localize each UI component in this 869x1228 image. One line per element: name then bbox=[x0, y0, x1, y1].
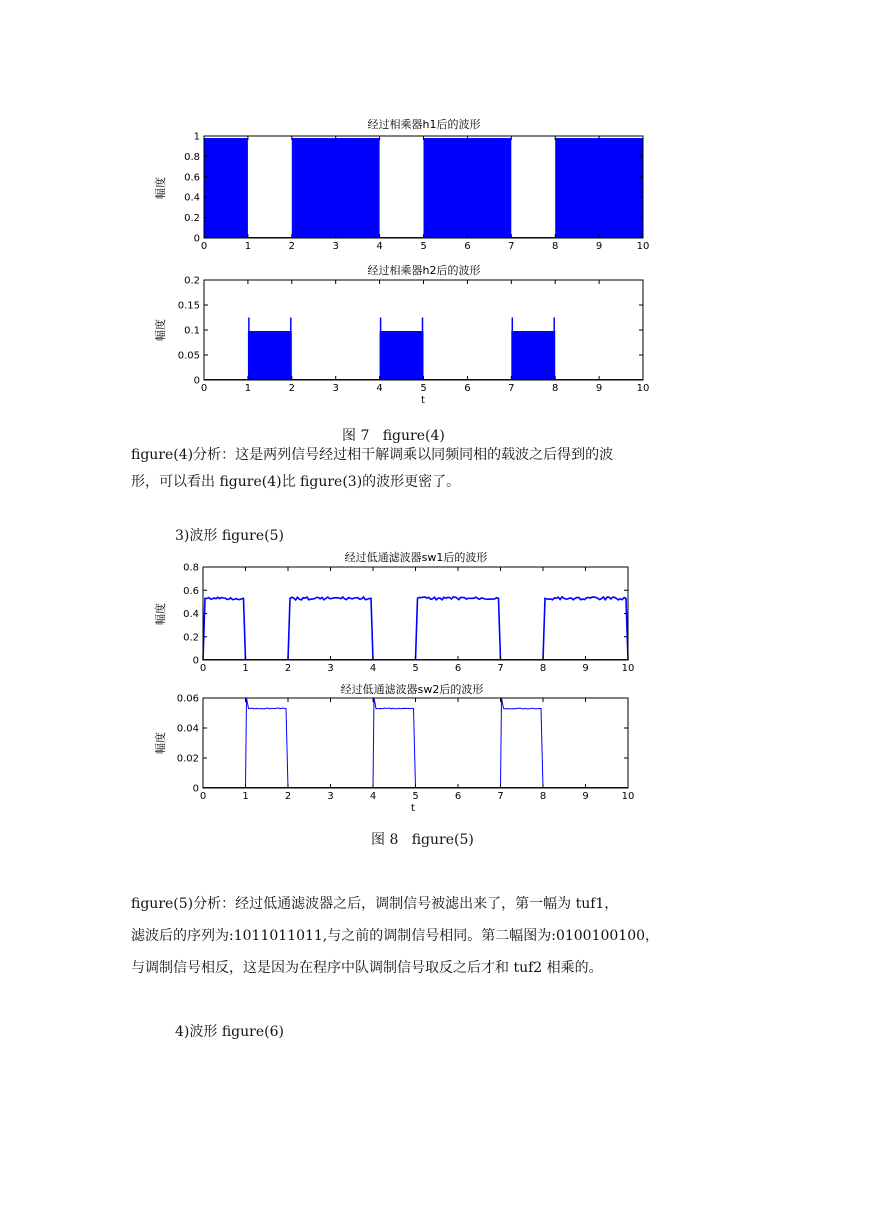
x-tick-label: 1 bbox=[244, 383, 252, 394]
chart-title: 经过相乘器h2后的波形 bbox=[367, 264, 481, 277]
y-tick-label: 0.02 bbox=[176, 753, 199, 765]
y-axis-label: 幅度 bbox=[154, 603, 167, 625]
x-tick-label: 5 bbox=[412, 791, 419, 802]
section-heading: 3)波形 figure(5) bbox=[175, 528, 284, 544]
x-tick-label: 2 bbox=[288, 241, 295, 252]
section-heading: 4)波形 figure(6) bbox=[175, 1024, 284, 1040]
x-tick-label: 1 bbox=[242, 791, 249, 802]
x-tick-label: 4 bbox=[369, 663, 377, 674]
y-tick-label: 0.4 bbox=[184, 192, 200, 204]
y-tick-label: 0 bbox=[193, 233, 200, 245]
x-tick-label: 8 bbox=[552, 383, 559, 394]
waveform-segment bbox=[416, 597, 501, 660]
x-axis-label: t bbox=[421, 395, 425, 406]
y-tick-label: 0 bbox=[193, 375, 200, 387]
x-tick-label: 3 bbox=[327, 791, 334, 802]
x-tick-label: 10 bbox=[636, 383, 650, 394]
y-tick-label: 0.8 bbox=[183, 562, 199, 574]
x-tick-label: 0 bbox=[199, 663, 207, 674]
x-tick-label: 4 bbox=[369, 791, 377, 802]
x-tick-label: 5 bbox=[412, 663, 419, 674]
x-tick-label: 10 bbox=[636, 241, 650, 252]
x-tick-label: 2 bbox=[288, 383, 295, 394]
x-tick-label: 10 bbox=[621, 663, 635, 674]
waveform-segment bbox=[543, 597, 628, 660]
y-tick-label: 0.1 bbox=[184, 325, 200, 337]
analysis-paragraph bbox=[131, 888, 751, 984]
x-tick-label: 1 bbox=[242, 663, 249, 674]
y-tick-label: 0.04 bbox=[176, 723, 199, 735]
y-tick-label: 0.2 bbox=[184, 213, 200, 225]
x-tick-label: 8 bbox=[539, 663, 547, 674]
y-tick-label: 0.2 bbox=[183, 632, 199, 644]
waveform-block bbox=[292, 138, 380, 238]
x-tick-label: 9 bbox=[595, 241, 603, 252]
y-tick-label: 0.6 bbox=[183, 585, 199, 597]
waveform-block bbox=[380, 331, 424, 380]
y-tick-label: 0.4 bbox=[183, 609, 199, 620]
x-tick-label: 4 bbox=[376, 383, 383, 394]
figure-caption: 图 7 figure(4) bbox=[342, 428, 445, 444]
x-tick-label: 0 bbox=[200, 241, 208, 252]
y-tick-label: 0.8 bbox=[184, 151, 200, 163]
x-tick-label: 3 bbox=[332, 383, 339, 394]
y-axis-label: 幅度 bbox=[154, 319, 167, 341]
text-line: 滤波后的序列为:1011011011,与之前的调制信号相同。第二幅图为:0100100100， bbox=[131, 928, 660, 944]
x-tick-label: 2 bbox=[284, 663, 292, 674]
fig7-bottom-chart bbox=[150, 260, 660, 410]
chart-title: 经过低通滤波器sw1后的波形 bbox=[344, 551, 488, 564]
y-tick-label: 0.2 bbox=[184, 275, 200, 287]
chart-title: 经过低通滤波器sw2后的波形 bbox=[340, 683, 484, 696]
y-tick-label: 0 bbox=[192, 655, 199, 667]
x-tick-label: 7 bbox=[497, 663, 504, 674]
waveform-segment bbox=[373, 698, 416, 788]
waveform-segment bbox=[246, 698, 289, 788]
x-tick-label: 7 bbox=[508, 241, 515, 252]
fig7-top-chart bbox=[150, 116, 660, 256]
x-tick-label: 6 bbox=[464, 241, 471, 252]
fig8-bottom-chart bbox=[150, 678, 650, 818]
x-tick-label: 0 bbox=[199, 791, 207, 802]
x-tick-label: 10 bbox=[621, 791, 635, 802]
text-line: figure(5)分析：经过低通滤波器之后，调制信号被滤出来了，第一幅为 tuf1， bbox=[131, 896, 619, 912]
y-tick-label: 0.05 bbox=[177, 350, 200, 362]
x-tick-label: 9 bbox=[595, 383, 603, 394]
x-tick-label: 6 bbox=[464, 383, 471, 394]
chart-title: 经过相乘器h1后的波形 bbox=[367, 118, 481, 131]
x-tick-label: 6 bbox=[454, 663, 462, 674]
x-tick-label: 9 bbox=[582, 663, 589, 674]
x-axis-label: t bbox=[411, 803, 415, 814]
y-tick-label: 0.06 bbox=[176, 693, 199, 705]
x-tick-label: 9 bbox=[582, 791, 589, 802]
x-tick-label: 2 bbox=[284, 791, 292, 802]
x-tick-label: 1 bbox=[244, 241, 252, 252]
text-line: figure(4)分析：这是两列信号经过相干解调乘以同频同相的载波之后得到的波 bbox=[131, 447, 614, 463]
waveform-block bbox=[511, 331, 555, 380]
y-tick-label: 0.6 bbox=[184, 172, 200, 184]
analysis-paragraph bbox=[131, 442, 751, 496]
waveform-block bbox=[555, 138, 643, 238]
figure-caption: 图 8 figure(5) bbox=[371, 832, 474, 848]
x-tick-label: 5 bbox=[420, 241, 427, 252]
x-tick-label: 7 bbox=[497, 791, 504, 802]
waveform-block bbox=[424, 138, 512, 238]
waveform-segment bbox=[288, 597, 373, 660]
x-tick-label: 3 bbox=[332, 241, 339, 252]
fig8-top-chart bbox=[150, 548, 650, 678]
y-axis-label: 幅度 bbox=[154, 177, 167, 199]
waveform-block bbox=[248, 331, 292, 380]
text-line: 形，可以看出 figure(4)比 figure(3)的波形更密了。 bbox=[131, 474, 461, 490]
x-tick-label: 5 bbox=[420, 383, 427, 394]
x-tick-label: 7 bbox=[508, 383, 515, 394]
x-tick-label: 0 bbox=[200, 383, 208, 394]
text-line: 与调制信号相反，这是因为在程序中队调制信号取反之后才和 tuf2 相乘的。 bbox=[131, 960, 603, 976]
waveform-segment bbox=[203, 597, 246, 660]
y-tick-label: 1 bbox=[193, 131, 200, 143]
y-axis-label: 幅度 bbox=[154, 732, 167, 754]
y-tick-label: 0.15 bbox=[177, 300, 200, 312]
x-tick-label: 3 bbox=[327, 663, 334, 674]
waveform-segment bbox=[501, 698, 544, 788]
x-tick-label: 4 bbox=[376, 241, 383, 252]
waveform-block bbox=[204, 138, 248, 238]
x-tick-label: 6 bbox=[454, 791, 462, 802]
x-tick-label: 8 bbox=[539, 791, 547, 802]
y-tick-label: 0 bbox=[192, 783, 199, 795]
x-tick-label: 8 bbox=[552, 241, 559, 252]
